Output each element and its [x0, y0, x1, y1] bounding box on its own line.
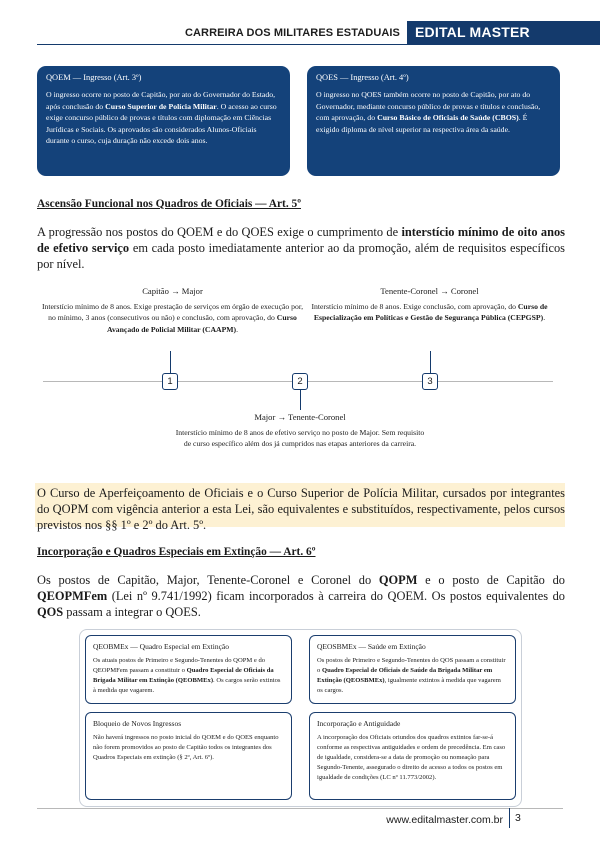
timeline-connector — [430, 351, 431, 374]
page-number: 3 — [509, 808, 527, 828]
footer-divider — [37, 808, 563, 809]
card-qoes-ingresso — [307, 66, 560, 176]
timeline-step-title: Capitão → Major — [142, 286, 203, 296]
box-body: A incorporação dos Oficiais oriundos dos quadros extintos far-se-á conforme as respectivas antiguidades e ordem de precedência. Em caso de igualdade, considera-se a data de promoção ou nomeação para Segundo-Tenente, assegurado o direito de acesso a todos os postos em igualdade de condições (LC nº 11.773/2002). — [317, 734, 506, 781]
header-divider — [37, 44, 600, 45]
box-bloqueio — [85, 712, 292, 800]
timeline-connector — [300, 390, 301, 410]
section-heading-incorporacao: Incorporação e Quadros Especiais em Extinção — Art. 6º — [37, 546, 316, 558]
card-title: QOEM — Ingresso (Art. 3º) — [46, 73, 142, 82]
header-title: CARREIRA DOS MILITARES ESTADUAIS — [184, 27, 400, 39]
timeline-step-title: Major → Tenente-Coronel — [254, 412, 346, 422]
timeline-step-2 — [175, 412, 425, 450]
box-antiguidade — [309, 712, 516, 800]
card-qoem-ingresso — [37, 66, 290, 176]
timeline-step-desc: Interstício mínimo de 8 anos. Exige conclusão, com aprovação, do Curso de Especialização em Políticas e Gestão de Segurança Pública (CEPGSP). — [311, 302, 548, 323]
timeline-marker-1: 1 — [162, 373, 178, 390]
box-qeobmex — [85, 635, 292, 704]
card-body: O ingresso ocorre no posto de Capitão, por ato do Governador do Estado, após conclusão do Curso Superior de Polícia Militar. O acesso ao curso exige concurso público de provas e títulos com diplomação em Ciências Jurídicas e Sociais. Os aprovados são considerados Alunos-Oficiais durante o curso, cuja duração não excede dois anos. — [46, 90, 277, 146]
card-title: QOES — Ingresso (Art. 4º) — [316, 73, 409, 82]
page-header — [0, 0, 600, 50]
box-qeosbmex — [309, 635, 516, 704]
box-body: Não haverá ingressos no posto inicial do QOEM e do QOES enquanto não forem promovidos ao posto de Capitão todos os integrantes dos Quadros Especiais em extinção (§ 2º, Art. 6º). — [93, 734, 279, 761]
box-title: QEOBMEx — Quadro Especial em Extinção — [93, 642, 230, 651]
paragraph-progressao: A progressão nos postos do QOEM e do QOES exige o cumprimento de interstício mínimo de oito anos de efetivo serviço em cada posto imediatamente anterior ao da promoção, além de requisitos específicos por nível. — [37, 225, 565, 271]
footer-url: www.editalmaster.com.br — [386, 814, 503, 826]
timeline-step-1 — [40, 286, 305, 335]
timeline-step-3 — [297, 286, 562, 324]
card-body: O ingresso no QOES também ocorre no posto de Capitão, por ato do Governador, mediante concurso público de provas e títulos e conclusão, com aprovação, do Curso Básico de Oficiais de Saúde (CBOS). É exigido diploma de nível superior na respectiva área da saúde. — [316, 90, 541, 134]
paragraph-incorporacao: Os postos de Capitão, Major, Tenente-Coronel e Coronel do QOPM e o posto de Capitão do QEOPMFem (Lei nº 9.741/1992) ficam incorporados à carreira do QOEM. Os postos equivalentes do QOS passam a integrar o QOES. — [37, 573, 565, 619]
timeline-marker-3: 3 — [422, 373, 438, 390]
highlight-text: O Curso de Aperfeiçoamento de Oficiais e o Curso Superior de Polícia Militar, cursados por integrantes do QOPM com vigência anterior a esta Lei, são equivalentes e substituídos, respectivamente, pelos cursos previstos nos §§ 1º e 2º do Art. 5º. — [37, 486, 565, 532]
box-title: Bloqueio de Novos Ingressos — [93, 719, 182, 728]
box-body: Os postos de Primeiro e Segundo-Tenentes do QOS passam a constituir o Quadro Especial de Oficiais de Saúde da Brigada Militar em Extinção (QEOSBMEx), igualmente extintos à medida que vagarem os cargos. — [317, 657, 506, 694]
timeline-step-desc: Interstício mínimo de 8 anos de efetivo serviço no posto de Major. Sem requisito de curso específico além dos já cumpridos nas etapas anteriores da carreira. — [175, 428, 425, 449]
timeline-marker-2: 2 — [292, 373, 308, 390]
timeline-step-title: Tenente-Coronel → Coronel — [380, 286, 479, 296]
header-brand: EDITAL MASTER — [407, 21, 600, 44]
section-heading-ascensao: Ascensão Funcional nos Quadros de Oficiais — Art. 5º — [37, 198, 301, 210]
timeline-connector — [170, 351, 171, 374]
box-body: Os atuais postos de Primeiro e Segundo-Tenentes do QOPM e do QEOPMFem passam a constituir o Quadro Especial de Oficiais da Brigada Militar em Extinção (QEOBMEx). Os cargos serão extintos à medida que vagarem. — [93, 657, 281, 694]
timeline-step-desc: Interstício mínimo de 8 anos. Exige prestação de serviços em órgão de execução por, no mínimo, 3 anos (consecutivos ou não) e conclusão, com aprovação, do Curso Avançado de Policial Militar (CAAPM). — [41, 302, 304, 334]
box-title: Incorporação e Antiguidade — [317, 719, 401, 728]
box-title: QEOSBMEx — Saúde em Extinção — [317, 642, 426, 651]
